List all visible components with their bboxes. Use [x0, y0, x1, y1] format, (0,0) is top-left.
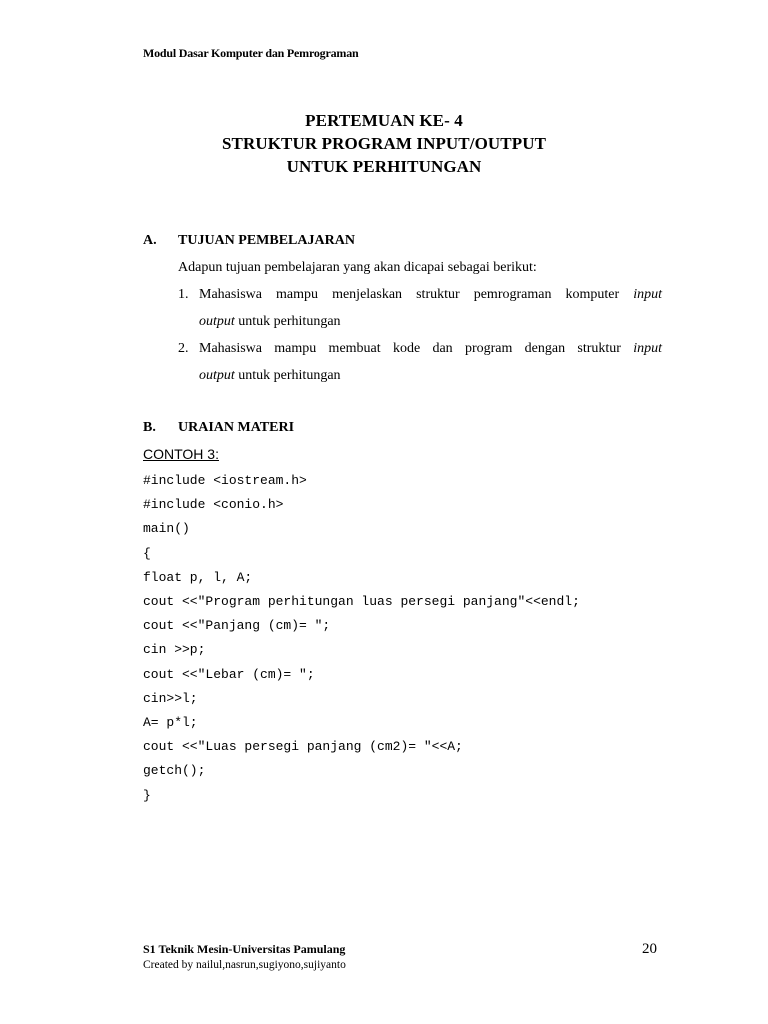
code-line: #include <conio.h>	[143, 497, 284, 513]
code-line: float p, l, A;	[143, 569, 253, 585]
code-block	[143, 469, 580, 808]
item-text: Mahasiswa mampu menjelaskan struktur pemrograman komputer	[199, 287, 620, 302]
item-italic-term: input	[633, 341, 662, 356]
code-line: getch();	[143, 763, 206, 779]
example-label: CONTOH 3:	[143, 446, 219, 462]
footer	[143, 941, 346, 973]
title-line-2: STRUKTUR PROGRAM INPUT/OUTPUT	[221, 134, 547, 153]
item-italic-term: output	[199, 368, 235, 383]
page-number: 20	[642, 941, 657, 957]
objective-item-1	[178, 281, 662, 335]
item-italic-term: output	[199, 314, 235, 329]
item-text: untuk perhitungan	[234, 368, 341, 383]
code-line: cout <<"Panjang (cm)= ";	[143, 618, 331, 634]
list-item-text	[199, 281, 662, 335]
chapter-title	[0, 109, 768, 178]
code-line: cout <<"Luas persegi panjang (cm2)= "<<A;	[143, 739, 463, 755]
footer-authors: Created by nailul,nasrun,sugiyono,sujiyanto	[143, 959, 346, 971]
code-line: main()	[143, 521, 190, 537]
section-b-heading	[143, 420, 294, 436]
code-line: cout <<"Program perhitungan luas persegi panjang"<<endl;	[143, 594, 580, 610]
section-a-heading	[143, 233, 355, 249]
list-number: 2.	[178, 341, 189, 356]
footer-institution: S1 Teknik Mesin-Universitas Pamulang	[143, 942, 346, 956]
code-line: cin>>l;	[143, 690, 198, 706]
code-line: A= p*l;	[143, 715, 198, 731]
code-line: {	[143, 545, 151, 561]
code-line: cin >>p;	[143, 642, 206, 658]
list-item-text	[199, 335, 662, 389]
code-line: }	[143, 787, 151, 803]
section-a-letter: A.	[143, 233, 157, 248]
objective-item-2	[178, 335, 662, 389]
list-number: 1.	[178, 287, 189, 302]
code-line: #include <iostream.h>	[143, 473, 307, 488]
item-italic-term: input	[633, 287, 663, 302]
item-text: untuk perhitungan	[234, 314, 341, 329]
section-b-title: URAIAN MATERI	[178, 420, 295, 435]
title-line-3: UNTUK PERHITUNGAN	[286, 157, 482, 176]
section-a-title: TUJUAN PEMBELAJARAN	[178, 233, 355, 248]
code-line: cout <<"Lebar (cm)= ";	[143, 666, 315, 682]
section-b-letter: B.	[143, 420, 156, 435]
running-header: Modul Dasar Komputer dan Pemrograman	[143, 46, 359, 60]
title-line-1: PERTEMUAN KE- 4	[305, 111, 463, 130]
item-text: Mahasiswa mampu membuat kode dan program dengan struktur	[199, 341, 621, 356]
section-a-intro: Adapun tujuan pembelajaran yang akan dicapai sebagai berikut:	[178, 260, 537, 275]
